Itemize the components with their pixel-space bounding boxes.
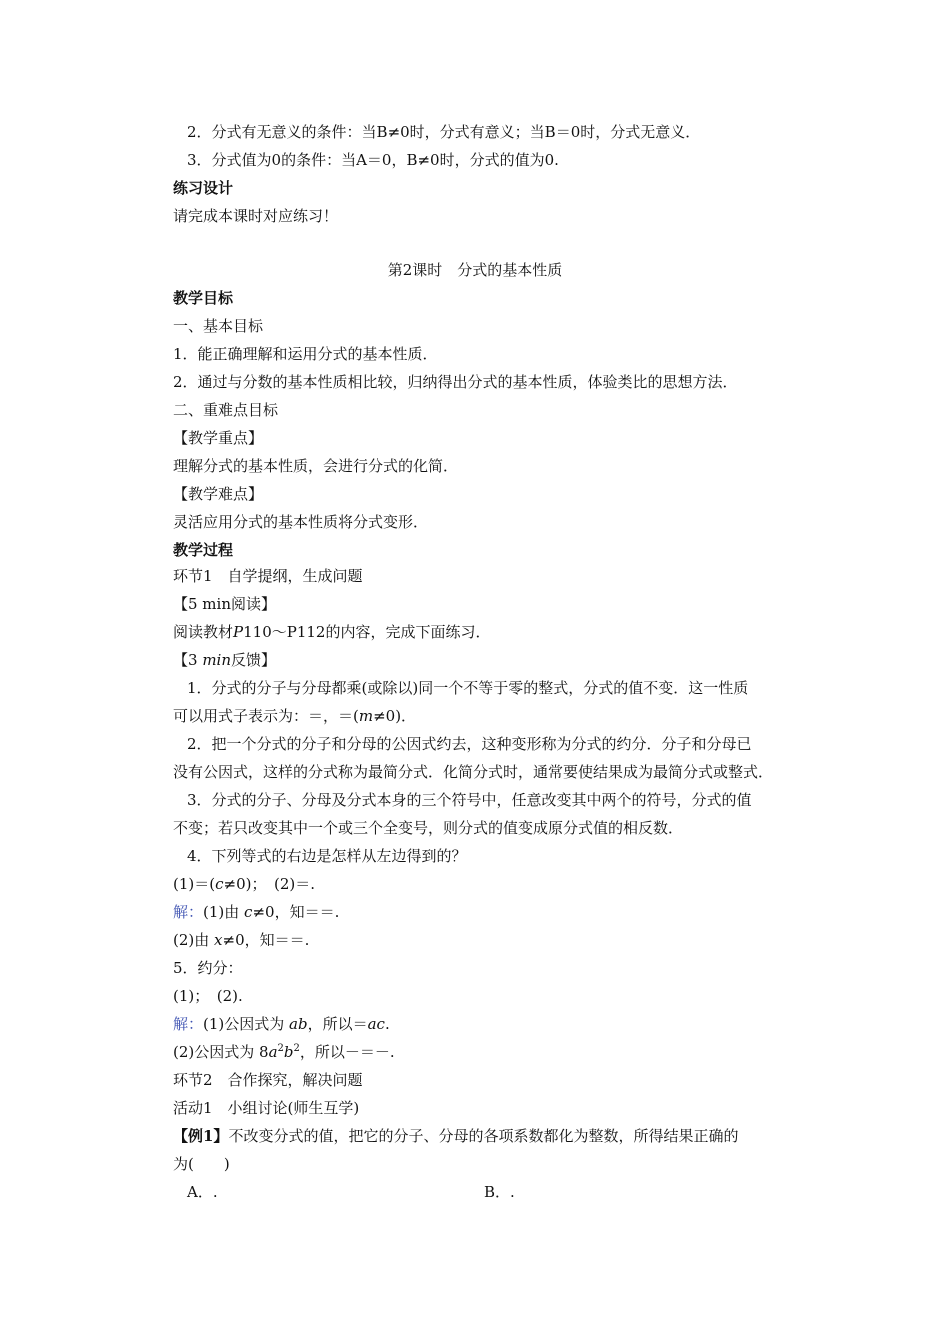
solution-label: 解： <box>173 1015 204 1033</box>
heading-practice: 练习设计 <box>173 179 234 197</box>
text-line: 3．分式的分子、分母及分式本身的三个符号中，任意改变其中两个的符号，分式的值 <box>187 791 752 809</box>
option-a: A．. <box>187 1183 218 1201</box>
text-line: 【5 min阅读】 <box>173 595 276 613</box>
text-line: (2)公因式为 $8a^2b^2$，所以－＝－. <box>173 1043 395 1061</box>
example-label: 【例1】 <box>173 1127 229 1145</box>
solution-line: 解：(1)由 c≠0，知＝＝. <box>173 903 340 921</box>
text-line: 一、基本目标 <box>173 317 264 335</box>
heading-goals: 教学目标 <box>173 289 234 307</box>
text-line: (1)； (2). <box>173 987 243 1005</box>
text-line: 没有公因式，这样的分式称为最简分式．化简分式时，通常要使结果成为最简分式或整式． <box>173 763 774 781</box>
text-line: 1．能正确理解和运用分式的基本性质． <box>173 345 438 363</box>
text-line: 二、重难点目标 <box>173 401 279 419</box>
heading-process: 教学过程 <box>173 541 234 559</box>
text-line: 【3 min反馈】 <box>173 651 277 669</box>
solution-label: 解： <box>173 903 204 921</box>
text-line: 不变；若只改变其中一个或三个全变号，则分式的值变成原分式值的相反数． <box>173 819 684 837</box>
example-line: 【例1】不改变分式的值，把它的分子、分母的各项系数都化为整数，所得结果正确的 <box>173 1127 739 1145</box>
text-line: 可以用式子表示为：＝，＝(m≠0)． <box>173 707 417 725</box>
text-line: 环节1 自学提纲，生成问题 <box>173 567 363 585</box>
text-line: 5．约分： <box>173 959 243 977</box>
text-line: (1)＝(c≠0)； (2)＝. <box>173 875 315 893</box>
solution-line: 解：(1)公因式为 ab，所以＝ac. <box>173 1015 390 1033</box>
text-line: 1．分式的分子与分母都乘(或除以)同一个不等于零的整式，分式的值不变．这一性质 <box>187 679 749 697</box>
text-line: 2．通过与分数的基本性质相比较，归纳得出分式的基本性质，体验类比的思想方法． <box>173 373 738 391</box>
text-line: 2．把一个分式的分子和分母的公因式约去，这种变形称为分式的约分．分子和分母已 <box>187 735 752 753</box>
text-line: 【教学重点】 <box>173 429 264 447</box>
text-line: 2．分式有无意义的条件：当B≠0时，分式有意义；当B＝0时，分式无意义． <box>187 123 701 141</box>
text-line: 活动1 小组讨论(师生互学) <box>173 1099 360 1117</box>
text-line: 【教学难点】 <box>173 485 264 503</box>
text-line: 3．分式值为0的条件：当A＝0，B≠0时，分式的值为0. <box>187 151 559 169</box>
text-line: (2)由 x≠0，知＝＝. <box>173 931 310 949</box>
text-line: 阅读教材P110～P112的内容，完成下面练习． <box>173 623 491 641</box>
option-b: B．. <box>484 1183 515 1201</box>
text-line: 灵活应用分式的基本性质将分式变形． <box>173 513 429 531</box>
text-line: 理解分式的基本性质，会进行分式的化简． <box>173 457 459 475</box>
text-line: 4．下列等式的右边是怎样从左边得到的？ <box>187 847 467 865</box>
text-line: 请完成本课时对应练习！ <box>173 207 339 225</box>
section-title: 第2课时 分式的基本性质 <box>387 261 563 279</box>
text-line: 环节2 合作探究，解决问题 <box>173 1071 363 1089</box>
text-line: 为( ) <box>173 1155 230 1173</box>
